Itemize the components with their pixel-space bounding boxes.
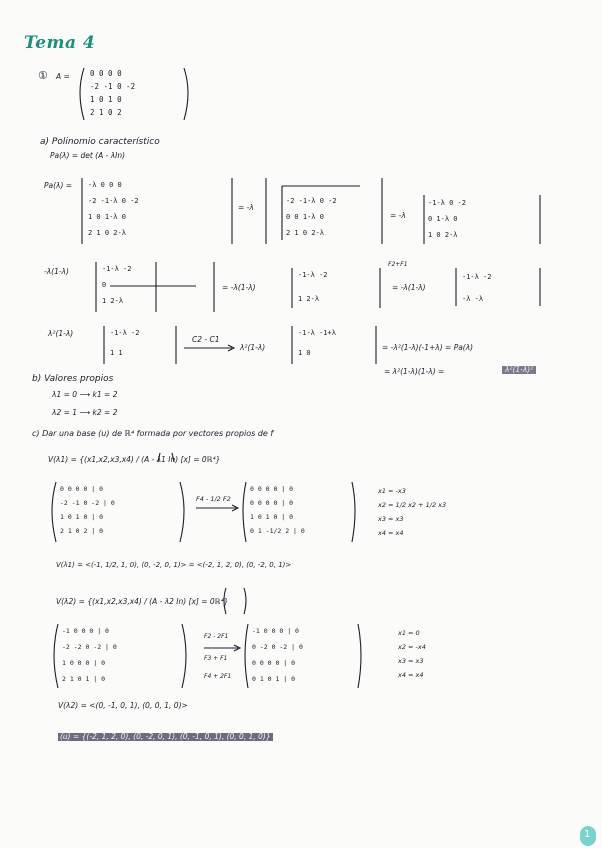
eigenspace-definition: V(λ2) = {(x1,x2,x3,x4) / (A - λ2 In) [x] = 0ℝ⁴}	[56, 597, 229, 606]
solution-line: x3 = x3	[378, 515, 404, 523]
solution-line: x3 = x3	[398, 657, 424, 665]
aug-row: 0 0 0 0 | 0	[60, 485, 104, 493]
aug-row: 0 0 0 0 | 0	[250, 499, 294, 507]
page-edge-text	[588, 712, 598, 822]
equals-expr: = -λ(1-λ)	[392, 283, 426, 292]
charpoly-expansion: = λ²(1-λ)(1-λ) =	[384, 367, 445, 376]
det-row: 2 1 0 2-λ	[88, 229, 126, 237]
solution-line: x2 = -x4	[398, 643, 426, 651]
row-operation: F3 + F1	[204, 655, 228, 662]
det-row: -2 -1-λ 0 -2	[286, 197, 337, 205]
det-row: 0 1-λ 0	[428, 215, 458, 223]
matrix-a-row: 0 0 0 0	[90, 69, 122, 78]
column-operation: C2 - C1	[192, 335, 220, 344]
eigenspace-basis: V(λ2) = <(0, -1, 0, 1), (0, 0, 1, 0)>	[58, 701, 188, 710]
row-operation: F4 + 2F1	[204, 673, 232, 680]
aug-row: 0 1 -1/2 2 | 0	[250, 527, 305, 535]
det-row: 1 2-λ	[102, 297, 124, 305]
det-row: -1-λ -2	[102, 265, 132, 273]
det-row: -λ 0 0 0	[88, 181, 122, 189]
exercise-number: ①	[38, 69, 48, 82]
det-row: -1-λ 0 -2	[428, 199, 466, 207]
charpoly-definition: Pa(λ) = det (A - λIn)	[50, 151, 126, 160]
section-c-heading: c) Dar una base (u) de ℝ⁴ formada por vectores propios de f	[32, 429, 274, 438]
det-row: 1 2-λ	[298, 295, 320, 303]
det-row: 0 0 1-λ 0	[286, 213, 324, 221]
matrix-a-row: 1 0 1 0	[90, 95, 122, 104]
det-row: -1-λ -1+λ	[298, 329, 336, 337]
eigenspace-definition: V(λ1) = {(x1,x2,x3,x4) / (A - λ1 In) [x] = 0ℝ⁴}	[48, 455, 221, 464]
row-operation: F2 - 2F1	[204, 633, 229, 640]
final-basis: (u) = {(-2, 1, 2, 0), (0, -2, 0, 1), (0, -1, 0, 1), (0, 0, 1, 0)}	[60, 732, 271, 741]
aug-row: 0 1 0 1 | 0	[252, 675, 296, 683]
row-operation: F2+F1	[388, 261, 408, 268]
det-row: 1 0	[298, 349, 311, 357]
solution-line: x4 = x4	[398, 671, 424, 679]
det-row: 2 1 0 2-λ	[286, 229, 324, 237]
factor-expr: λ²(1-λ)	[48, 329, 74, 338]
aug-row: 0 0 0 0 | 0	[250, 485, 294, 493]
section-a-heading: a) Polinomio característico	[40, 137, 160, 147]
eigenvalue-line: λ2 = 1 ⟶ k2 = 2	[52, 408, 118, 417]
equals-expr: = -λ(1-λ)	[222, 283, 256, 292]
det-row: 1 1	[110, 349, 123, 357]
matrix-a-label: A =	[56, 72, 70, 81]
solution-line: x1 = -x3	[378, 487, 406, 495]
page-number: 1	[584, 829, 591, 840]
equals-expr: = -λ	[238, 203, 254, 212]
solution-line: x4 = x4	[378, 529, 404, 537]
eigenvalue-line: λ1 = 0 ⟶ k1 = 2	[52, 390, 118, 399]
charpoly-expansion: = -λ²(1-λ)(-1+λ) = Pa(λ)	[382, 343, 474, 352]
det-row: -1-λ -2	[110, 329, 140, 337]
factor-expr: λ²(1-λ)	[240, 343, 266, 352]
page-number-marker	[580, 826, 596, 846]
aug-row: 0 0 0 0 | 0	[252, 659, 296, 667]
factor-expr: -λ(1-λ)	[44, 267, 69, 276]
det-row: -λ -λ	[462, 295, 484, 303]
matrix-a-row: 2 1 0 2	[90, 108, 122, 117]
aug-row: -1 0 0 0 | 0	[252, 627, 299, 635]
det-row: -2 -1-λ 0 -2	[88, 197, 139, 205]
charpoly-result: λ²(1-λ)²	[502, 366, 536, 374]
solution-line: x2 = 1/2 x2 + 1/2 x3	[378, 501, 447, 509]
aug-row: 2 1 0 1 | 0	[62, 675, 106, 683]
det-row: 1 0 2-λ	[428, 231, 458, 239]
row-operation: F4 - 1/2 F2	[196, 495, 231, 503]
aug-row: 1 0 1 0 | 0	[60, 513, 104, 521]
section-b-heading: b) Valores propios	[32, 374, 114, 384]
charpoly-label: Pa(λ) =	[44, 181, 73, 190]
aug-row: 0 -2 0 -2 | 0	[252, 643, 303, 651]
equals-expr: = -λ	[390, 211, 406, 220]
eigenspace-basis: V(λ1) = <(-1, 1/2, 1, 0), (0, -2, 0, 1)> = <(-2, 1, 2, 0), (0, -2, 0, 1)>	[56, 561, 292, 569]
aug-row: 1 0 0 0 | 0	[62, 659, 106, 667]
det-row: -1-λ -2	[298, 271, 328, 279]
det-row: 0	[102, 281, 107, 289]
det-row: 1 0 1-λ 0	[88, 213, 126, 221]
matrix-a-row: -2 -1 0 -2	[90, 82, 136, 91]
aug-row: 1 0 1 0 | 0	[250, 513, 294, 521]
solution-line: x1 = 0	[398, 629, 420, 637]
aug-row: 2 1 0 2 | 0	[60, 527, 104, 535]
det-row: -1-λ -2	[462, 273, 492, 281]
aug-row: -2 -1 0 -2 | 0	[60, 499, 115, 507]
aug-row: -1 0 0 0 | 0	[62, 627, 109, 635]
aug-row: -2 -2 0 -2 | 0	[62, 643, 117, 651]
page-title: Tema 4	[24, 33, 96, 53]
